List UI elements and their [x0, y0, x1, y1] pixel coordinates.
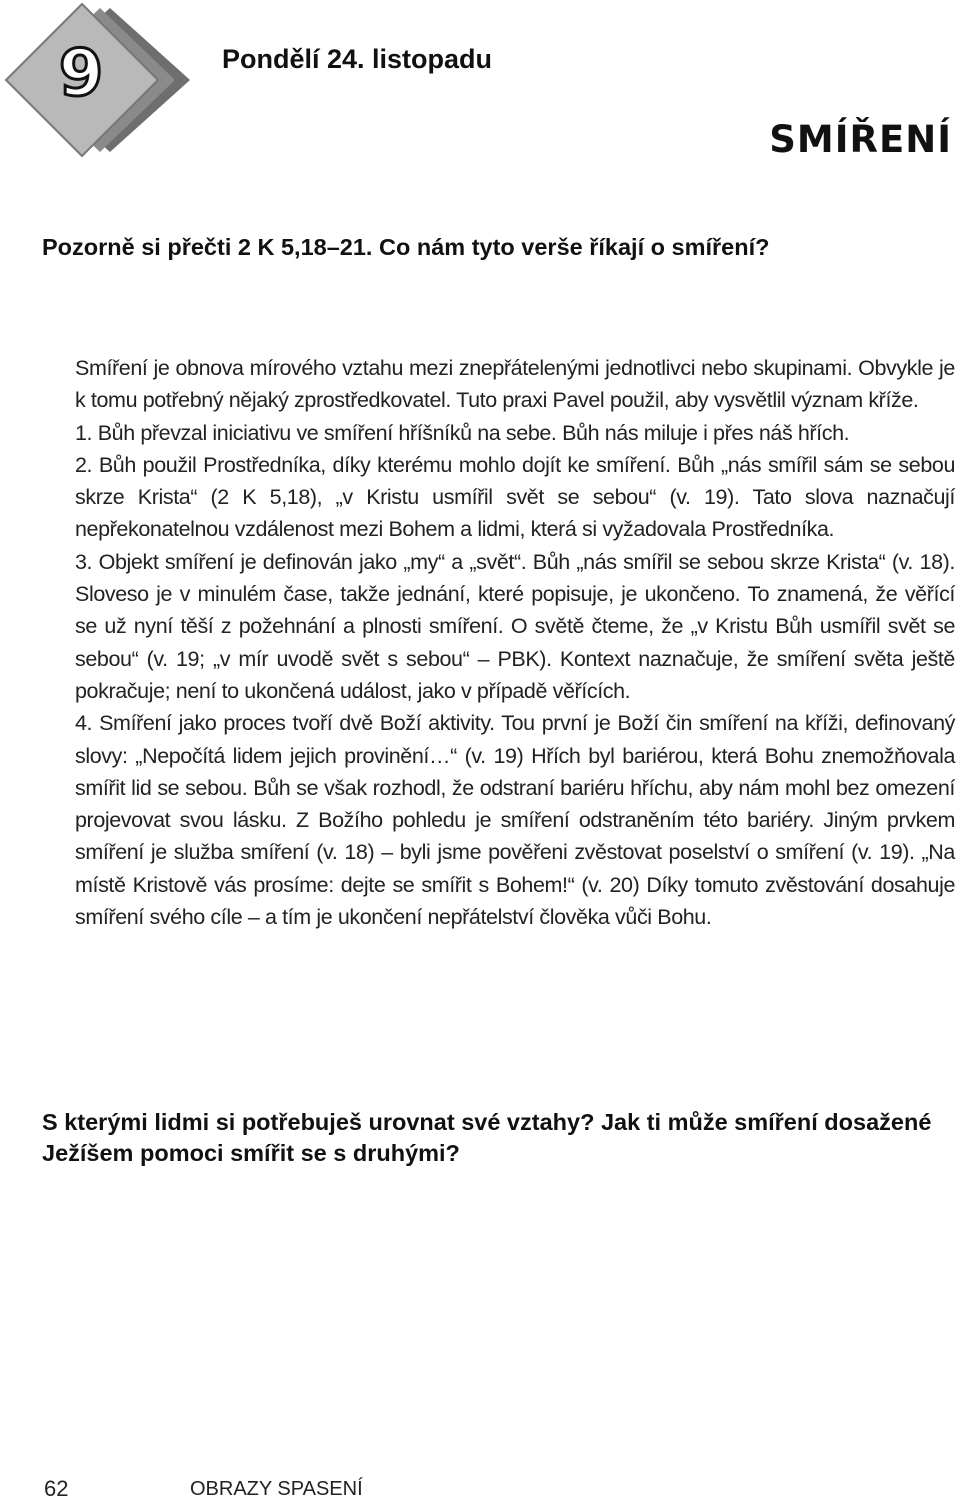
point-2: 2. Bůh použil Prostředníka, díky kterému mohlo dojít ke smíření. Bůh „nás smířil sám se sebou skrze Krista“ (2 K 5,18), „v Kristu usmířil svět se sebou“ (v. 19). Tato slova naznačují nepřekonatelnou vzdálenost mezi Bohem a lidmi, která si vyžadovala Prostředníka. — [75, 452, 955, 542]
final-question: S kterými lidmi si potřebuješ urovnat své vztahy? Jak ti může smíření dosažené Ježíšem pomoci smířit se s druhými? — [42, 1109, 932, 1166]
lesson-date: Pondělí 24. listopadu — [222, 44, 493, 74]
intro-question: Pozorně si přečti 2 K 5,18–21. Co nám tyto verše říkají o smíření? — [42, 234, 770, 260]
lesson-number: 9 — [58, 37, 104, 111]
book-title: OBRAZY SPASENÍ — [190, 1478, 363, 1500]
point-1: 1. Bůh převzal iniciativu ve smíření hříšníků na sebe. Bůh nás miluje i přes náš hřích. — [75, 420, 850, 445]
point-3: 3. Objekt smíření je definován jako „my“ a „svět“. Bůh „nás smířil se sebou skrze Krista“ (v. 18). Sloveso je v minulém čase, takže jednání, které popisuje, je ukončeno. To znamená, že věřící se už nyní těší z požehnání a plnosti smíření. O světě čteme, že „v Kristu Bůh usmířil svět se sebou“ (v. 19; „v mír uvodě svět s sebou“ – PBK). Kontext naznačuje, že smíření světa ještě pokračuje; není to ukončená událost, jako v případě věřících. — [75, 549, 955, 703]
lesson-badge — [0, 0, 200, 170]
page-title: SMÍŘENÍ — [769, 118, 952, 161]
body-text — [75, 352, 955, 933]
point-4: 4. Smíření jako proces tvoří dvě Boží aktivity. Tou první je Boží čin smíření na kříži, definovaný slovy: „Nepočítá lidem jejich provinění…“ (v. 19) Hřích byl bariérou, která Bohu znemožňovala smířit lid se sebou. Bůh se však rozhodl, že odstraní bariéru hříchu, aby nám mohl bez omezení projevovat svou lásku. Z Božího pohledu je smíření odstraněním této bariéry. Jiným prvkem smíření je služba smíření (v. 18) – byli jsme pověřeni zvěstovat poselství o smíření (v. 19). „Na místě Kristově vás prosíme: dejte se smířit s Bohem!“ (v. 20) Díky tomuto zvěstování dosahuje smíření svého cíle – a tím je ukončení nepřátelství člověka vůči Bohu. — [75, 711, 955, 930]
page-number: 62 — [44, 1476, 69, 1501]
intro-paragraph: Smíření je obnova mírového vztahu mezi znepřátelenými jednotlivci nebo skupinami. Obvykle je k tomu potřebný nějaký zprostředkovatel. Tuto praxi Pavel použil, aby vysvětlil význam kříže. — [75, 356, 955, 413]
